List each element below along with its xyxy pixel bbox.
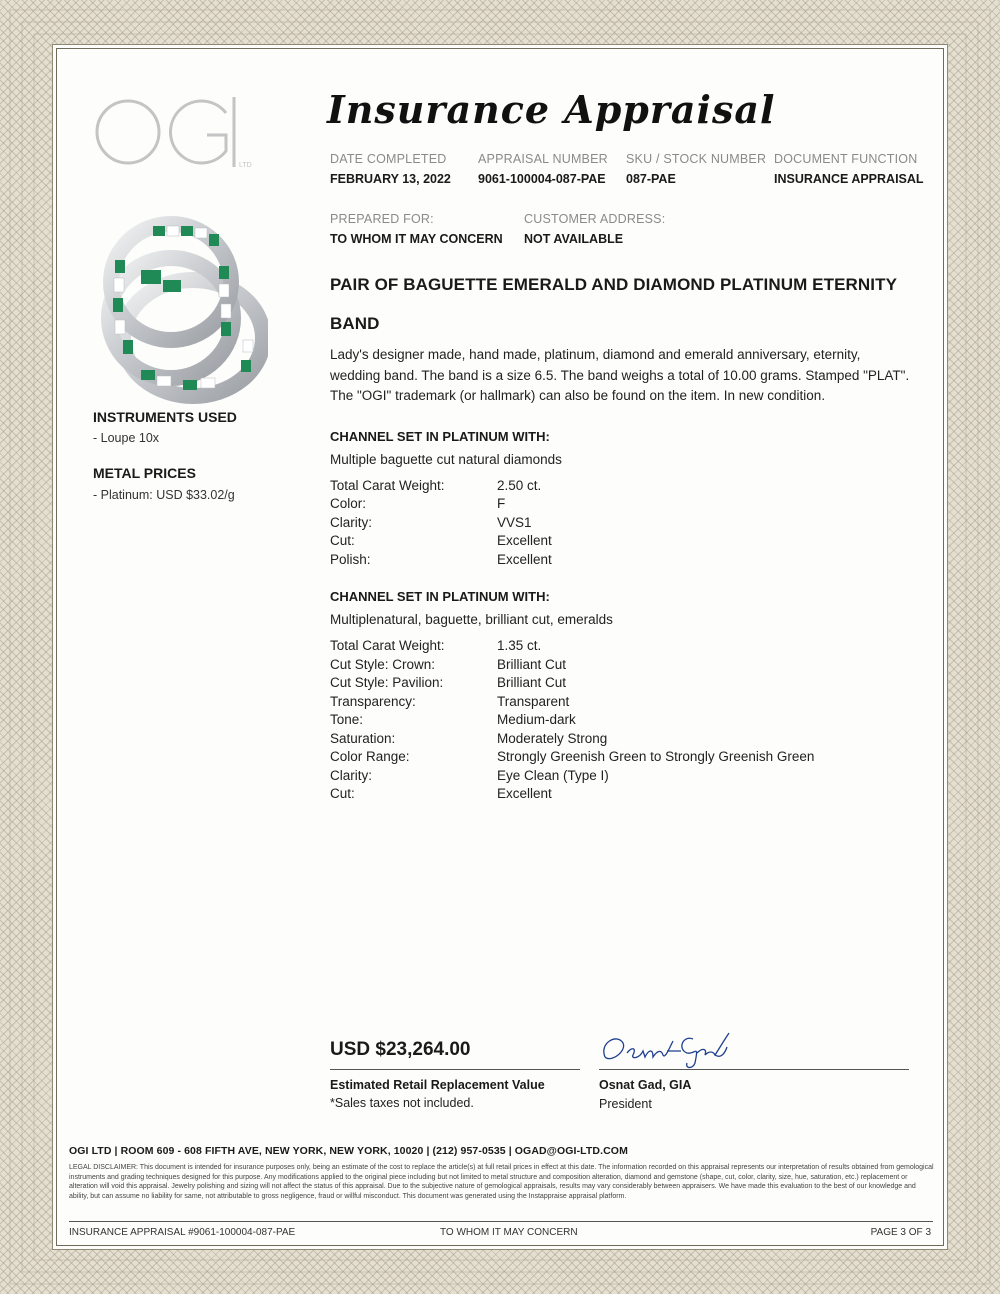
diamond-spec-row-value: Excellent xyxy=(497,551,552,567)
footer-rule xyxy=(69,1221,933,1222)
emerald-spec-row-value: Eye Clean (Type I) xyxy=(497,767,609,783)
item-details xyxy=(330,265,910,804)
diamond-spec-row-value: F xyxy=(497,496,506,511)
item-description: Lady's designer made, hand made, platinum, diamond and emerald anniversary, eternity, wedding band. The band is a size 6.5. The band weighs a total of 10.00 grams. Stamped "PLAT". The "OGI" trademark (or hallmark) can also be found on the item. In new condition. xyxy=(330,347,910,403)
ogi-logo xyxy=(95,95,255,170)
diamonds-table xyxy=(330,477,910,570)
emerald-spec-row-value: 1.35 ct. xyxy=(497,638,542,653)
document-function: DOCUMENT FUNCTION INSURANCE APPRAISAL xyxy=(774,152,924,186)
emerald-spec-row-label: Tone: xyxy=(330,712,364,727)
emerald-spec-row-value: Moderately Strong xyxy=(497,730,608,746)
value-label: Estimated Retail Replacement Value xyxy=(330,1078,545,1092)
tax-note: *Sales taxes not included. xyxy=(330,1096,474,1110)
price-rule xyxy=(330,1069,580,1070)
diamond-spec-row-value: VVS1 xyxy=(497,514,532,530)
emerald-spec-row-label: Total Carat Weight: xyxy=(330,638,445,653)
emerald-spec-row xyxy=(330,748,910,767)
emerald-spec-row-label: Transparency: xyxy=(330,693,416,709)
certificate-sheet xyxy=(56,48,944,1246)
signer-title: President xyxy=(599,1097,652,1111)
emerald-spec-row-label: Saturation: xyxy=(330,730,396,746)
logo-suffix: LTD xyxy=(239,162,252,169)
emeralds-subtitle: Multiplenatural, baguette, brilliant cut, emeralds xyxy=(330,612,613,627)
diamond-spec-row-label: Clarity: xyxy=(330,514,373,530)
emeralds-table xyxy=(330,637,910,804)
emerald-spec-row-value: Transparent xyxy=(497,693,570,709)
emerald-spec-row-value: Strongly Greenish Green to Strongly Greenish Green xyxy=(497,749,815,764)
emerald-spec-row xyxy=(330,693,910,712)
emerald-spec-row-value: Excellent xyxy=(497,786,552,801)
diamond-spec-row xyxy=(330,551,910,570)
signer-name: Osnat Gad, GIA xyxy=(599,1078,692,1092)
prepared-for: PREPARED FOR: TO WHOM IT MAY CONCERN xyxy=(330,212,503,246)
emerald-spec-row-label: Clarity: xyxy=(330,767,373,783)
emerald-spec-row-value: Medium-dark xyxy=(497,712,576,727)
emerald-spec-row xyxy=(330,711,910,730)
footer-recipient: TO WHOM IT MAY CONCERN xyxy=(440,1227,578,1238)
legal-disclaimer: LEGAL DISCLAIMER: This document is intended for insurance purposes only, being an estimate of the cost to replace the article(s) at full retail prices in effect at this date. The information recorded on this appraisal represents our interpretation of results obtained from gemological instruments and grading techniques designed for this purpose. Any modifications applied to the original piece including but not limited to metal structure and composition alteration, diamond and gemstone (shape, cut, color, clarity, size, hue, saturation, etc.) replacement or alteration will void this appraisal. Jewelry polishing and sizing will not affect the status of this appraisal. Due to the subjective nature of gemological appraisals, results may vary considerably between appraisers. We have made this evaluation to the best of our knowledge and ability, but can assume no liability for same, not attributable to gross negligence, fraud or willful misconduct. This document was generated using the Instappraise appraisal platform. xyxy=(69,1164,934,1200)
document-title: Insurance Appraisal xyxy=(327,87,776,132)
footer-page-number: PAGE 3 OF 3 xyxy=(870,1227,931,1238)
metal-prices-heading: METAL PRICES xyxy=(93,465,196,481)
emerald-spec-row xyxy=(330,730,910,749)
emerald-spec-row-label: Color Range: xyxy=(330,749,410,764)
diamond-spec-row xyxy=(330,477,910,496)
appraised-price: USD $23,264.00 xyxy=(330,1039,471,1060)
diamond-spec-row xyxy=(330,514,910,533)
appraisal-number: APPRAISAL NUMBER 9061-100004-087-PAE xyxy=(478,152,608,186)
diamonds-heading: CHANNEL SET IN PLATINUM WITH: xyxy=(330,428,550,444)
diamond-spec-row-value: 2.50 ct. xyxy=(497,477,542,493)
sku-number: SKU / STOCK NUMBER 087-PAE xyxy=(626,152,767,186)
date-completed: DATE COMPLETED FEBRUARY 13, 2022 xyxy=(330,152,451,186)
emerald-spec-row xyxy=(330,767,910,786)
emerald-spec-row xyxy=(330,785,910,804)
diamond-spec-row-label: Total Carat Weight: xyxy=(330,477,445,493)
customer-address: CUSTOMER ADDRESS: NOT AVAILABLE xyxy=(524,212,666,246)
footer-appraisal-id: INSURANCE APPRAISAL #9061-100004-087-PAE xyxy=(69,1227,296,1238)
diamond-spec-row-label: Color: xyxy=(330,496,367,511)
emerald-spec-row-label: Cut Style: Pavilion: xyxy=(330,675,444,690)
emeralds-heading: CHANNEL SET IN PLATINUM WITH: xyxy=(330,589,550,604)
instruments-heading: INSTRUMENTS USED xyxy=(93,409,237,425)
emerald-spec-row xyxy=(330,637,910,656)
emerald-spec-row xyxy=(330,656,910,675)
emerald-spec-row-label: Cut: xyxy=(330,786,355,801)
diamond-spec-row xyxy=(330,495,910,514)
signature-rule xyxy=(599,1069,909,1070)
emerald-spec-row xyxy=(330,674,910,693)
diamond-spec-row xyxy=(330,532,910,551)
ring-photo xyxy=(93,214,268,414)
diamond-spec-row-label: Polish: xyxy=(330,551,371,567)
company-address: OGI LTD | ROOM 609 - 608 FIFTH AVE, NEW YORK, NEW YORK, 10020 | (212) 957-0535 | OGAD@OGI-LTD.COM xyxy=(69,1145,628,1157)
emerald-spec-row-label: Cut Style: Crown: xyxy=(330,656,436,672)
item-title-line-1: PAIR OF BAGUETTE EMERALD AND DIAMOND PLATINUM ETERNITY xyxy=(330,275,898,294)
emerald-spec-row-value: Brilliant Cut xyxy=(497,656,567,672)
emerald-spec-row-value: Brilliant Cut xyxy=(497,675,567,690)
metal-prices-list: - Platinum: USD $33.02/g xyxy=(93,488,235,502)
diamond-spec-row-value: Excellent xyxy=(497,533,552,548)
diamonds-subtitle: Multiple baguette cut natural diamonds xyxy=(330,451,562,467)
item-title-line-2: BAND xyxy=(330,314,380,333)
signature xyxy=(597,1029,757,1071)
instruments-list: - Loupe 10x xyxy=(93,431,160,445)
diamond-spec-row-label: Cut: xyxy=(330,533,355,548)
